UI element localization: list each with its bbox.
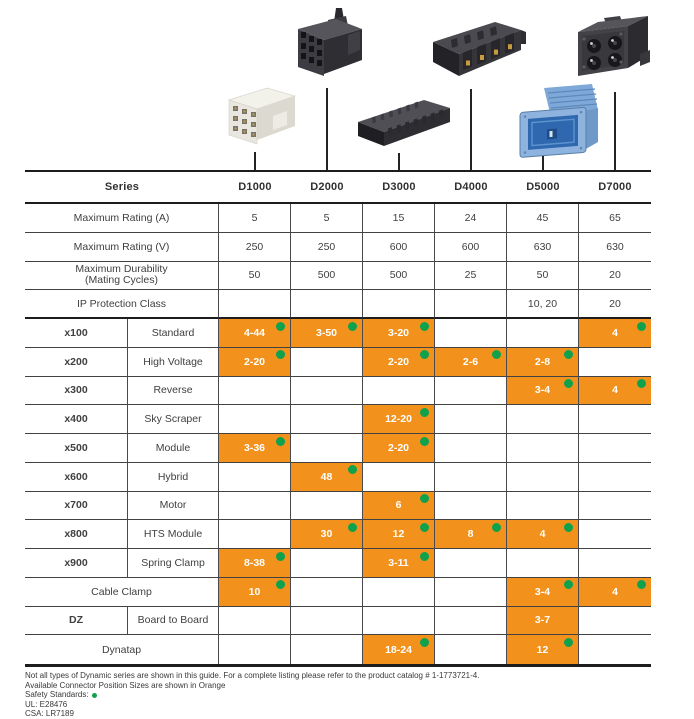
type-code: x100 bbox=[25, 319, 128, 348]
safety-standard-dot-icon bbox=[492, 523, 501, 532]
table-cell bbox=[291, 492, 363, 521]
table-cell: 10, 20 bbox=[507, 290, 579, 319]
table-cell: 45 bbox=[507, 204, 579, 233]
type-name: HTS Module bbox=[128, 520, 219, 549]
table-cell bbox=[435, 319, 507, 348]
table-cell bbox=[363, 607, 435, 636]
safety-standard-dot-icon bbox=[420, 322, 429, 331]
table-cell: 250 bbox=[291, 233, 363, 262]
table-cell: 500 bbox=[363, 262, 435, 291]
table-cell: 20 bbox=[579, 290, 651, 319]
table-cell bbox=[291, 405, 363, 434]
type-code: DZ bbox=[25, 607, 128, 636]
table-cell bbox=[507, 434, 579, 463]
col-header-d3000: D3000 bbox=[363, 172, 435, 204]
table-cell bbox=[291, 348, 363, 377]
table-cell: 3-4 bbox=[507, 377, 579, 406]
connector-photo-d4000 bbox=[425, 14, 527, 89]
table-cell bbox=[507, 549, 579, 578]
table-cell bbox=[363, 463, 435, 492]
safety-standard-dot-icon bbox=[276, 350, 285, 359]
table-cell: 3-36 bbox=[219, 434, 291, 463]
safety-standard-dot-icon bbox=[564, 638, 573, 647]
type-name: Hybrid bbox=[128, 463, 219, 492]
table-cell: 8 bbox=[435, 520, 507, 549]
type-code: x200 bbox=[25, 348, 128, 377]
table-cell: 3-11 bbox=[363, 549, 435, 578]
table-cell bbox=[579, 348, 651, 377]
safety-standard-dot-icon bbox=[637, 379, 646, 388]
type-name: Sky Scraper bbox=[128, 405, 219, 434]
table-cell bbox=[579, 549, 651, 578]
spec-label: IP Protection Class bbox=[25, 290, 219, 319]
safety-standard-dot-icon bbox=[276, 580, 285, 589]
table-cell: 2-8 bbox=[507, 348, 579, 377]
table-cell: 4 bbox=[579, 377, 651, 406]
table-cell: 630 bbox=[507, 233, 579, 262]
table-cell bbox=[579, 607, 651, 636]
table-cell: 4 bbox=[579, 319, 651, 348]
table-cell bbox=[579, 520, 651, 549]
table-cell: 3-4 bbox=[507, 578, 579, 607]
lead-line-d5000 bbox=[542, 156, 544, 170]
table-cell: 18-24 bbox=[363, 635, 435, 664]
safety-standard-dot-icon bbox=[276, 552, 285, 561]
table-cell bbox=[291, 635, 363, 664]
table-cell bbox=[435, 405, 507, 434]
table-cell bbox=[579, 434, 651, 463]
table-cell: 2-20 bbox=[363, 348, 435, 377]
table-cell bbox=[435, 549, 507, 578]
type-name: Spring Clamp bbox=[128, 549, 219, 578]
col-header-d4000: D4000 bbox=[435, 172, 507, 204]
table-cell: 4-44 bbox=[219, 319, 291, 348]
type-code: x300 bbox=[25, 377, 128, 406]
safety-standard-dot-icon bbox=[420, 638, 429, 647]
lead-line-d2000 bbox=[326, 88, 328, 170]
connector-photo-d2000 bbox=[284, 8, 370, 91]
safety-standard-dot-icon bbox=[348, 465, 357, 474]
table-cell: 3-7 bbox=[507, 607, 579, 636]
type-name: Board to Board bbox=[128, 607, 219, 636]
type-code: x800 bbox=[25, 520, 128, 549]
table-cell bbox=[435, 463, 507, 492]
lead-line-d3000 bbox=[398, 153, 400, 170]
col-header-d5000: D5000 bbox=[507, 172, 579, 204]
table-cell: 8-38 bbox=[219, 549, 291, 578]
safety-standard-dot-icon bbox=[637, 322, 646, 331]
table-cell bbox=[219, 377, 291, 406]
safety-standard-dot-icon bbox=[420, 523, 429, 532]
table-cell bbox=[507, 463, 579, 492]
table-cell: 3-50 bbox=[291, 319, 363, 348]
safety-standard-dot-icon bbox=[564, 523, 573, 532]
safety-standard-dot-icon bbox=[420, 350, 429, 359]
safety-standard-dot-icon bbox=[637, 580, 646, 589]
table-cell bbox=[219, 405, 291, 434]
safety-standard-dot-icon bbox=[492, 350, 501, 359]
table-cell bbox=[219, 492, 291, 521]
table-cell bbox=[219, 635, 291, 664]
table-cell: 25 bbox=[435, 262, 507, 291]
table-cell: 20 bbox=[579, 262, 651, 291]
type-name: Standard bbox=[128, 319, 219, 348]
footnote-safety: Safety Standards: bbox=[25, 690, 479, 700]
table-cell bbox=[291, 578, 363, 607]
safety-standard-dot-icon bbox=[564, 580, 573, 589]
table-cell bbox=[363, 377, 435, 406]
col-header-d7000: D7000 bbox=[579, 172, 651, 204]
table-cell bbox=[435, 290, 507, 319]
table-cell: 600 bbox=[363, 233, 435, 262]
footnote-ul: UL: E28476 bbox=[25, 699, 68, 709]
table-cell bbox=[219, 607, 291, 636]
table-cell bbox=[291, 607, 363, 636]
table-cell: 6 bbox=[363, 492, 435, 521]
type-name: Reverse bbox=[128, 377, 219, 406]
table-cell: 15 bbox=[363, 204, 435, 233]
table-cell: 2-20 bbox=[363, 434, 435, 463]
table-cell bbox=[363, 290, 435, 319]
type-code: x500 bbox=[25, 434, 128, 463]
table-cell: 12 bbox=[363, 520, 435, 549]
safety-standard-dot-icon bbox=[564, 379, 573, 388]
table-cell bbox=[579, 405, 651, 434]
table-cell: 48 bbox=[291, 463, 363, 492]
series-comparison-table bbox=[25, 170, 651, 667]
safety-standard-dot-icon bbox=[348, 322, 357, 331]
table-cell: 12 bbox=[507, 635, 579, 664]
safety-standard-dot-icon bbox=[420, 437, 429, 446]
table-cell bbox=[435, 578, 507, 607]
table-cell: 2-20 bbox=[219, 348, 291, 377]
table-cell: 3-20 bbox=[363, 319, 435, 348]
col-header-d1000: D1000 bbox=[219, 172, 291, 204]
table-cell bbox=[507, 492, 579, 521]
connector-photo-d7000 bbox=[570, 6, 660, 95]
type-code: x700 bbox=[25, 492, 128, 521]
type-code: x600 bbox=[25, 463, 128, 492]
table-cell: 5 bbox=[291, 204, 363, 233]
safety-standard-dot-icon bbox=[564, 350, 573, 359]
table-cell bbox=[435, 492, 507, 521]
table-cell bbox=[435, 607, 507, 636]
table-cell bbox=[435, 377, 507, 406]
spec-label: Maximum Rating (A) bbox=[25, 204, 219, 233]
table-cell bbox=[579, 635, 651, 664]
type-name: High Voltage bbox=[128, 348, 219, 377]
type-name: Motor bbox=[128, 492, 219, 521]
table-cell: 630 bbox=[579, 233, 651, 262]
table-cell: 600 bbox=[435, 233, 507, 262]
table-cell bbox=[219, 290, 291, 319]
type-code: x400 bbox=[25, 405, 128, 434]
table-cell bbox=[363, 578, 435, 607]
safety-standard-dot-icon bbox=[420, 552, 429, 561]
connector-photo-d3000 bbox=[352, 90, 456, 157]
table-cell bbox=[291, 290, 363, 319]
table-cell bbox=[507, 405, 579, 434]
table-cell: 65 bbox=[579, 204, 651, 233]
table-cell: 50 bbox=[219, 262, 291, 291]
col-header-series: Series bbox=[25, 172, 219, 204]
safety-standard-dot-icon bbox=[420, 408, 429, 417]
footnote-csa: CSA: LR7189 bbox=[25, 709, 74, 719]
table-cell bbox=[219, 520, 291, 549]
table-cell bbox=[507, 319, 579, 348]
table-cell bbox=[291, 434, 363, 463]
type-name: Dynatap bbox=[25, 635, 219, 664]
safety-standard-dot-icon bbox=[420, 494, 429, 503]
table-cell: 30 bbox=[291, 520, 363, 549]
table-cell: 24 bbox=[435, 204, 507, 233]
footnote-listing: Not all types of Dynamic series are shown in this guide. For a complete listing please refer to the product catalog # 1-1773721-4. bbox=[25, 671, 480, 680]
safety-standard-dot-icon bbox=[348, 523, 357, 532]
table-cell bbox=[579, 463, 651, 492]
lead-line-d7000 bbox=[614, 92, 616, 170]
type-name: Cable Clamp bbox=[25, 578, 219, 607]
table-cell bbox=[435, 635, 507, 664]
spec-label: Maximum Durability (Mating Cycles) bbox=[25, 262, 219, 291]
table-cell: 5 bbox=[219, 204, 291, 233]
table-cell: 50 bbox=[507, 262, 579, 291]
table-cell: 500 bbox=[291, 262, 363, 291]
table-cell bbox=[291, 377, 363, 406]
table-cell: 10 bbox=[219, 578, 291, 607]
table-cell: 250 bbox=[219, 233, 291, 262]
col-header-d2000: D2000 bbox=[291, 172, 363, 204]
spec-label: Maximum Rating (V) bbox=[25, 233, 219, 262]
lead-line-d4000 bbox=[470, 89, 472, 170]
table-cell bbox=[219, 463, 291, 492]
table-cell bbox=[579, 492, 651, 521]
type-name: Module bbox=[128, 434, 219, 463]
footnote-orange: Available Connector Position Sizes are shown in Orange bbox=[25, 680, 226, 690]
lead-line-d1000 bbox=[254, 152, 256, 170]
safety-green-dot-icon bbox=[92, 693, 97, 698]
safety-standard-dot-icon bbox=[276, 322, 285, 331]
table-cell: 12-20 bbox=[363, 405, 435, 434]
table-cell: 4 bbox=[507, 520, 579, 549]
table-cell: 2-6 bbox=[435, 348, 507, 377]
table-cell bbox=[435, 434, 507, 463]
safety-standard-dot-icon bbox=[276, 437, 285, 446]
connector-photo-d1000 bbox=[213, 82, 305, 157]
type-code: x900 bbox=[25, 549, 128, 578]
table-cell bbox=[291, 549, 363, 578]
footnotes bbox=[25, 671, 479, 719]
table-cell: 4 bbox=[579, 578, 651, 607]
